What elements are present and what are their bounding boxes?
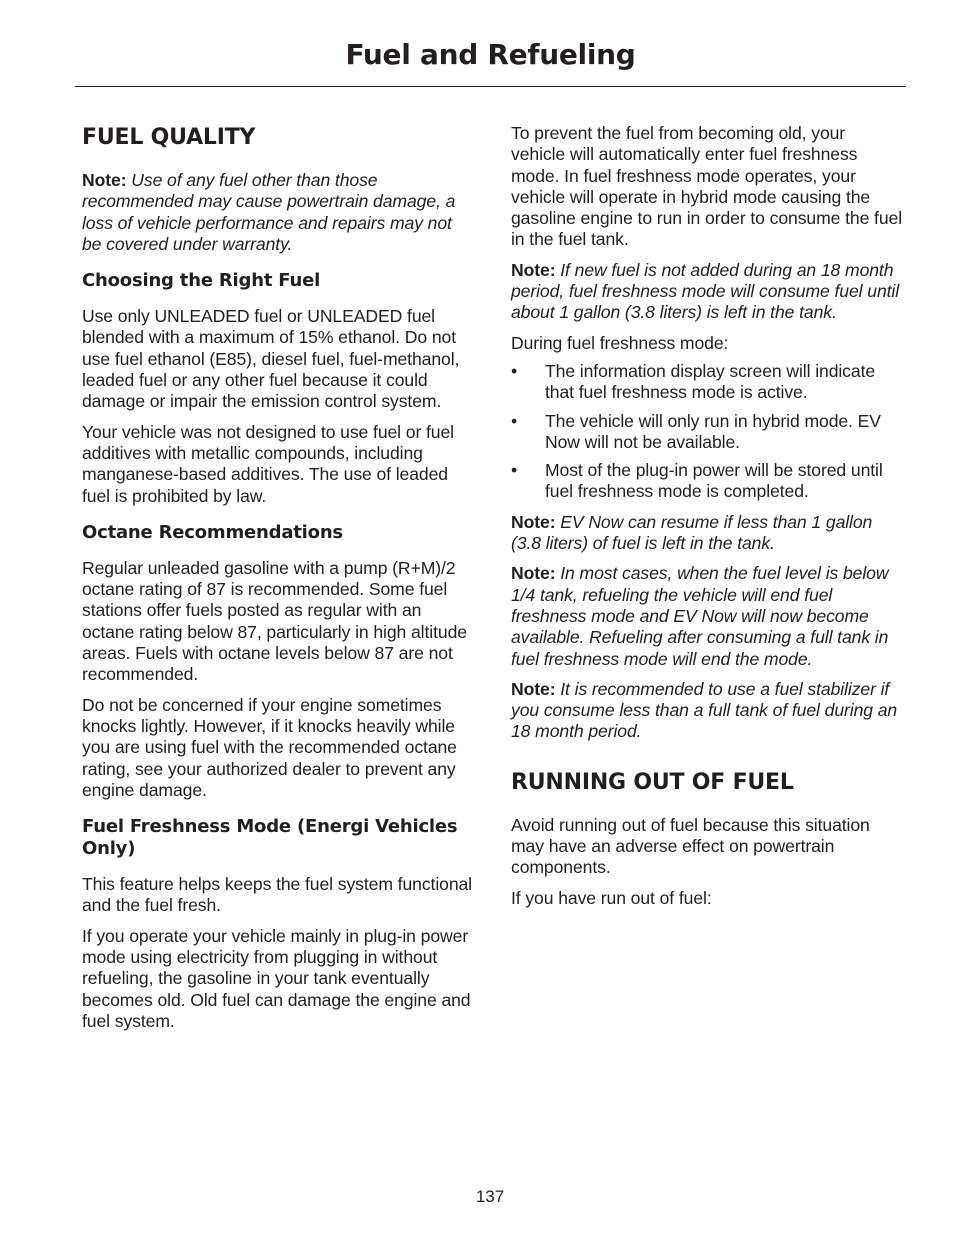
freshness-paragraph: This feature helps keeps the fuel system functional and the fuel fresh. (82, 874, 472, 916)
list-item-text: Most of the plug-in power will be stored until fuel freshness mode is completed. (545, 460, 883, 502)
running-out-paragraph: Avoid running out of fuel because this situation may have an adverse effect on powertrain components. (511, 814, 870, 878)
note-text: Use of any fuel other than those recommended may cause powertrain damage, a loss of vehicle performance and repairs may not be covered under warranty. (82, 170, 456, 254)
choosing-fuel-paragraph: Your vehicle was not designed to use fuel or fuel additives with metallic compounds, including manganese-based additives. The use of leaded fuel is prohibited by law. (82, 421, 454, 506)
right-column (511, 120, 903, 909)
freshness-intro-paragraph: To prevent the fuel from becoming old, your vehicle will automatically enter fuel freshness mode. In fuel freshness mode operates, your vehicle will operate in hybrid mode causing the gasoline engine to run in order to consume the fuel in the fuel tank. (511, 123, 903, 250)
note-label: Note: (511, 678, 556, 699)
note-paragraph (511, 563, 903, 669)
during-label: During fuel freshness mode: (511, 332, 729, 353)
running-out-heading: RUNNING OUT OF FUEL (511, 769, 794, 795)
note-text: If new fuel is not added during an 18 month period, fuel freshness mode will consume fuel until about 1 gallon (3.8 liters) is left in the tank. (511, 259, 900, 323)
bullet-icon: • (511, 410, 518, 431)
choosing-fuel-heading: Choosing the Right Fuel (82, 270, 321, 292)
octane-paragraph: Regular unleaded gasoline with a pump (R+M)/2 octane rating of 87 is recommended. Some fuel stations offer fuels posted as regular with an octane rating below 87, particularly in high altitude areas. Fuels with octane levels below 87 are not recommended. (82, 557, 467, 685)
page-number: 137 (475, 1187, 505, 1206)
list-item (511, 411, 903, 454)
freshness-paragraph: If you operate your vehicle mainly in plug-in power mode using electricity from plugging in without refueling, the gasoline in your tank eventually becomes old. Old fuel can damage the engine and fuel system. (82, 925, 471, 1031)
list-item (511, 361, 903, 404)
running-out-paragraph: If you have run out of fuel: (511, 887, 712, 908)
note-text: It is recommended to use a fuel stabilizer if you consume less than a full tank of fuel during an 18 month period. (511, 678, 898, 742)
list-item-text: The vehicle will only run in hybrid mode. EV Now will not be available. (545, 410, 881, 452)
list-item-text: The information display screen will indicate that fuel freshness mode is active. (545, 360, 876, 403)
note-label: Note: (511, 563, 556, 584)
note-label: Note: (511, 511, 556, 532)
note-paragraph (511, 679, 903, 743)
note-label: Note: (82, 170, 127, 190)
left-column (82, 120, 474, 1032)
freshness-bullet-list (511, 361, 903, 503)
bullet-icon: • (511, 460, 518, 481)
fuel-quality-section (82, 124, 474, 255)
running-out-section (511, 769, 903, 909)
note-paragraph (511, 512, 903, 555)
note-label: Note: (511, 259, 556, 280)
note-paragraph (511, 260, 903, 324)
octane-section (82, 522, 474, 801)
octane-paragraph: Do not be concerned if your engine sometimes knocks lightly. However, if it knocks heavily while you are using fuel with the recommended octane rating, see your authorized dealer to prevent any engine damage. (82, 694, 457, 800)
choosing-fuel-paragraph: Use only UNLEADED fuel or UNLEADED fuel blended with a maximum of 15% ethanol. Do not use fuel ethanol (E85), diesel fuel, fuel-methanol, leaded fuel or any other fuel because it could damage or impair the emission control system. (82, 306, 460, 412)
fuel-quality-note (82, 170, 474, 255)
freshness-section (82, 816, 474, 1032)
bullet-icon: • (511, 360, 518, 381)
fuel-quality-heading: FUEL QUALITY (82, 125, 256, 150)
page-header (75, 36, 906, 87)
octane-heading: Octane Recommendations (82, 521, 343, 543)
note-text: In most cases, when the fuel level is below 1/4 tank, refueling the vehicle will end fuel freshness mode and EV Now will now become available. Refueling after consuming a full tank in fuel freshness mode will end the mode. (511, 563, 889, 669)
freshness-heading: Fuel Freshness Mode (Energi Vehicles Only) (82, 816, 458, 860)
note-text: EV Now can resume if less than 1 gallon (3.8 liters) of fuel is left in the tank. (511, 511, 873, 554)
list-item (511, 460, 903, 503)
choosing-fuel-section (82, 270, 474, 507)
page-title: Fuel and Refueling (345, 38, 636, 71)
